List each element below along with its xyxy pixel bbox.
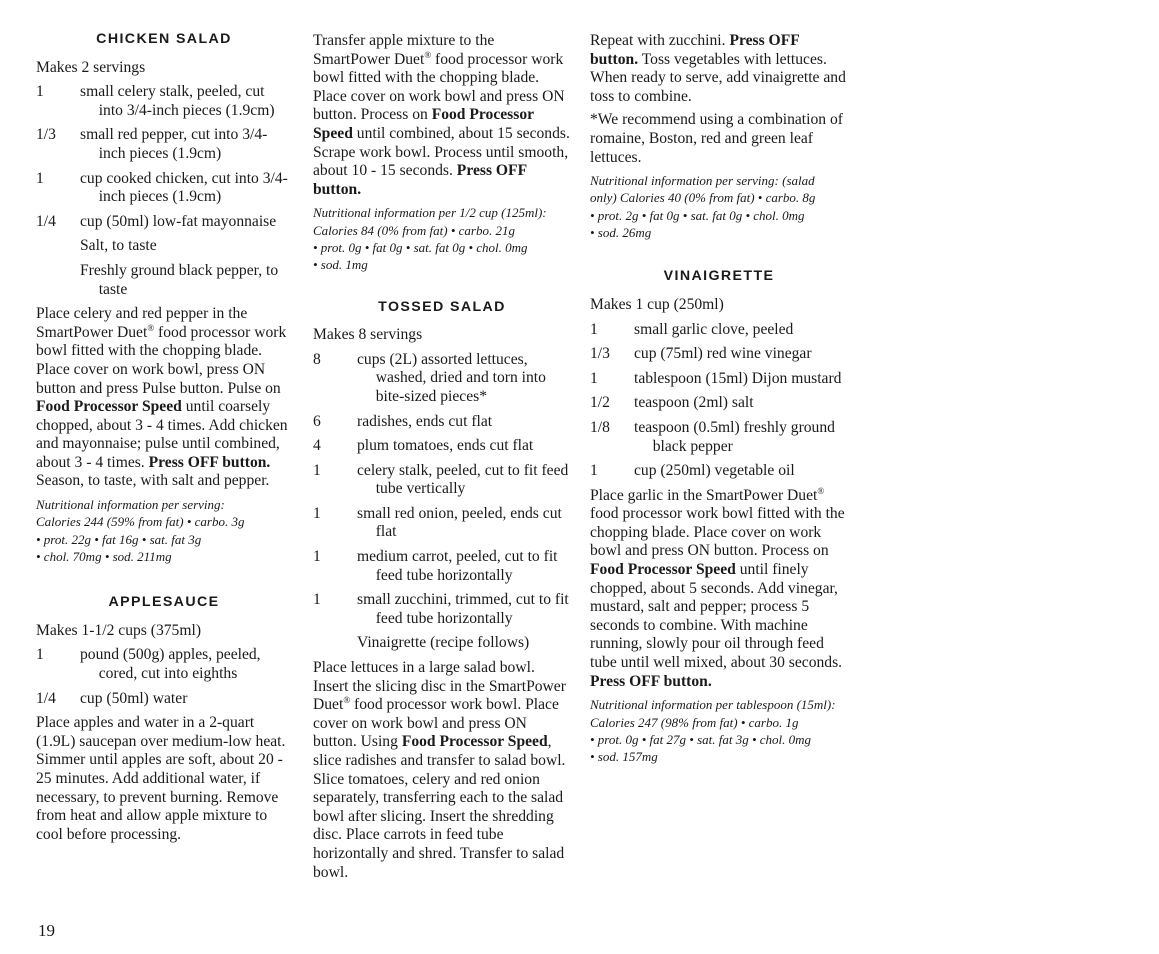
tossed-salad-note: *We recommend using a combination of romaine, Boston, red and green leaf lettuces.: [590, 111, 843, 166]
ingredient-text: plum tomatoes, ends cut flat: [357, 437, 534, 455]
ingredient-qty: [36, 262, 80, 299]
tossed-salad-ingredients: [313, 351, 571, 653]
ingredient-text: teaspoon (2ml) salt: [634, 394, 754, 412]
ingredient-text: small red pepper, cut into 3/4-inch pieces (1.9cm): [80, 126, 268, 162]
ingredient-row: [313, 548, 571, 585]
page-number: 19: [38, 921, 55, 940]
applesauce-ingredients: [36, 646, 292, 708]
registered-mark: ®: [817, 485, 825, 496]
ingredient-text: small red onion, peeled, ends cut flat: [357, 504, 562, 541]
ingredient-qty: 1/8: [590, 418, 610, 436]
tossed-salad-nutrition: Nutritional information per serving: (salad only) Calories 40 (0% from fat) • carbo. 8g • prot. 2g • fat 0g • sat. fat 0g • chol. 0mg • sod. 26mg: [590, 173, 816, 241]
ingredient-qty: 1: [313, 591, 321, 609]
ingredient-text: small celery stalk, peeled, cut into 3/4-inch pieces (1.9cm): [80, 83, 275, 119]
ingredient-text: cup cooked chicken, cut into 3/4-inch pieces (1.9cm): [80, 169, 288, 206]
ingredient-row: [313, 462, 571, 499]
ingredient-row: [36, 237, 292, 256]
ingredient-qty: 1: [313, 548, 321, 566]
ingredient-qty: 1: [313, 504, 321, 522]
ingredient-qty: 1: [590, 320, 598, 338]
ingredient-qty: [313, 634, 357, 653]
ingredient-row: [313, 437, 571, 456]
chicken-salad-title: CHICKEN SALAD: [96, 31, 232, 47]
registered-mark: ®: [343, 695, 351, 706]
ingredient-row: [590, 394, 848, 413]
ingredient-text: celery stalk, peeled, cut to fit feed tube vertically: [357, 461, 569, 498]
ingredient-qty: 1/4: [36, 689, 56, 707]
ingredient-row: [590, 419, 848, 456]
column-2: [313, 30, 571, 887]
ingredient-qty: 8: [313, 350, 321, 368]
ingredient-row: [36, 690, 292, 709]
ingredient-row: [36, 213, 292, 232]
ingredient-qty: 1: [313, 461, 321, 479]
ingredient-qty: 1: [36, 83, 44, 101]
tossed-salad-directions-2: Repeat with zucchini. Press OFF button. Toss vegetables with lettuces. When ready to serve, add vinaigrette and toss to combine.: [590, 32, 846, 105]
ingredient-qty: 1: [590, 462, 598, 480]
ingredient-qty: 1: [36, 646, 44, 664]
ingredient-row: [313, 413, 571, 432]
column-1: [36, 30, 292, 849]
ingredient-qty: [36, 237, 80, 256]
ingredient-qty: 4: [313, 437, 321, 455]
ingredient-row: [313, 591, 571, 628]
vinaigrette-ingredients: [590, 321, 848, 481]
applesauce-yield: Makes 1-1/2 cups (375ml): [36, 621, 202, 639]
ingredient-text: cup (50ml) low-fat mayonnaise: [80, 212, 277, 230]
ingredient-row: [36, 126, 292, 163]
column-3: [590, 30, 848, 765]
applesauce-directions-2: Transfer apple mixture to the SmartPower Duet® food processor work bowl fitted with the chopping blade. Place cover on work bowl and press ON button. Process on Food Processor Speed until combined, about 15 seconds. Scrape work bowl. Process until smooth, about 10 - 15 seconds. Press OFF button.: [313, 32, 570, 198]
ingredient-row: [36, 646, 292, 683]
ingredient-text: cup (75ml) red wine vinegar: [634, 345, 812, 363]
ingredient-row: [590, 462, 848, 481]
ingredient-qty: 1: [590, 369, 598, 387]
ingredient-text: medium carrot, peeled, cut to fit feed tube horizontally: [357, 548, 558, 584]
ingredient-text: small garlic clove, peeled: [634, 320, 794, 338]
ingredient-qty: 1: [36, 169, 44, 187]
applesauce-title: APPLESAUCE: [108, 594, 220, 611]
vinaigrette-nutrition: Nutritional information per tablespoon (15ml): Calories 247 (98% from fat) • carbo. 1g • prot. 0g • fat 27g • sat. fat 3g • chol. 0mg • sod. 157mg: [590, 697, 836, 765]
chicken-salad-yield: Makes 2 servings: [36, 58, 146, 76]
ingredient-row: [590, 370, 848, 389]
ingredient-qty: 1/2: [590, 394, 610, 412]
chicken-salad-ingredients: [36, 83, 292, 299]
ingredient-qty: 1/3: [590, 345, 610, 363]
ingredient-text: cup (250ml) vegetable oil: [634, 462, 795, 480]
ingredient-text: cup (50ml) water: [80, 689, 188, 707]
ingredient-row: [313, 505, 571, 542]
registered-mark: ®: [147, 322, 155, 333]
vinaigrette-title: VINAIGRETTE: [663, 268, 775, 285]
ingredient-row: [36, 170, 292, 207]
tossed-salad-yield: Makes 8 servings: [313, 326, 423, 344]
tossed-salad-directions-1: Place lettuces in a large salad bowl. Insert the slicing disc in the SmartPower Duet® food processor work bowl. Place cover on work bowl and press ON button. Using Food Processor Speed, slice radishes and transfer to salad bowl. Slice tomatoes, celery and red onion separately, transferring each to the salad bowl after slicing. Insert the shredding disc. Place carrots in feed tube horizontally and shred. Transfer to salad bowl.: [313, 659, 566, 881]
ingredient-text: Freshly ground black pepper, to taste: [80, 261, 279, 298]
vinaigrette-directions: Place garlic in the SmartPower Duet® food processor work bowl fitted with the chopping blade. Place cover on work bowl and press ON button. Process on Food Processor Speed until finely chopped, about 5 seconds. Add vinegar, mustard, salt and pepper; process 5 seconds to combine. With machine running, slowly pour oil through feed tube until well mixed, about 30 seconds. Press OFF button.: [590, 485, 845, 690]
chicken-salad-nutrition: Nutritional information per serving: Calories 244 (59% from fat) • carbo. 3g • prot. 22g • fat 16g • sat. fat 3g • chol. 70mg • sod. 211mg: [36, 497, 245, 564]
ingredient-row: [313, 351, 571, 407]
ingredient-text: Vinaigrette (recipe follows): [357, 634, 530, 652]
ingredient-qty: 1/4: [36, 212, 56, 230]
registered-mark: ®: [424, 49, 432, 60]
ingredient-text: cups (2L) assorted lettuces, washed, dried and torn into bite-sized pieces*: [357, 350, 546, 405]
ingredient-row: [36, 262, 292, 299]
ingredient-text: Salt, to taste: [80, 237, 157, 255]
ingredient-text: radishes, ends cut flat: [357, 412, 493, 430]
ingredient-text: teaspoon (0.5ml) freshly ground black pepper: [634, 418, 835, 455]
ingredient-qty: 6: [313, 412, 321, 430]
ingredient-row: [590, 345, 848, 364]
ingredient-qty: 1/3: [36, 126, 56, 144]
tossed-salad-title: TOSSED SALAD: [378, 298, 506, 315]
ingredient-text: tablespoon (15ml) Dijon mustard: [634, 369, 842, 387]
applesauce-directions-1: Place apples and water in a 2-quart (1.9L) saucepan over medium-low heat. Simmer until apples are soft, about 20 - 25 minutes. Add additional water, if necessary, to prevent burning. Remove from heat and allow apple mixture to cool before processing.: [36, 714, 286, 843]
ingredient-text: small zucchini, trimmed, cut to fit feed tube horizontally: [357, 591, 569, 627]
vinaigrette-yield: Makes 1 cup (250ml): [590, 295, 724, 313]
ingredient-row: [313, 634, 571, 653]
ingredient-row: [590, 321, 848, 340]
applesauce-nutrition: Nutritional information per 1/2 cup (125ml): Calories 84 (0% from fat) • carbo. 21g • prot. 0g • fat 0g • sat. fat 0g • chol. 0mg • sod. 1mg: [313, 205, 547, 273]
chicken-salad-directions: Place celery and red pepper in the SmartPower Duet® food processor work bowl fitted with the chopping blade. Place cover on work bowl, press ON button and press Pulse button. Pulse on Food Processor Speed until coarsely chopped, about 3 - 4 times. Add chicken and mayonnaise; pulse until combined, about 3 - 4 times. Press OFF button. Season, to taste, with salt and pepper.: [36, 305, 288, 490]
ingredient-text: pound (500g) apples, peeled, cored, cut into eighths: [80, 646, 261, 683]
ingredient-row: [36, 83, 292, 120]
